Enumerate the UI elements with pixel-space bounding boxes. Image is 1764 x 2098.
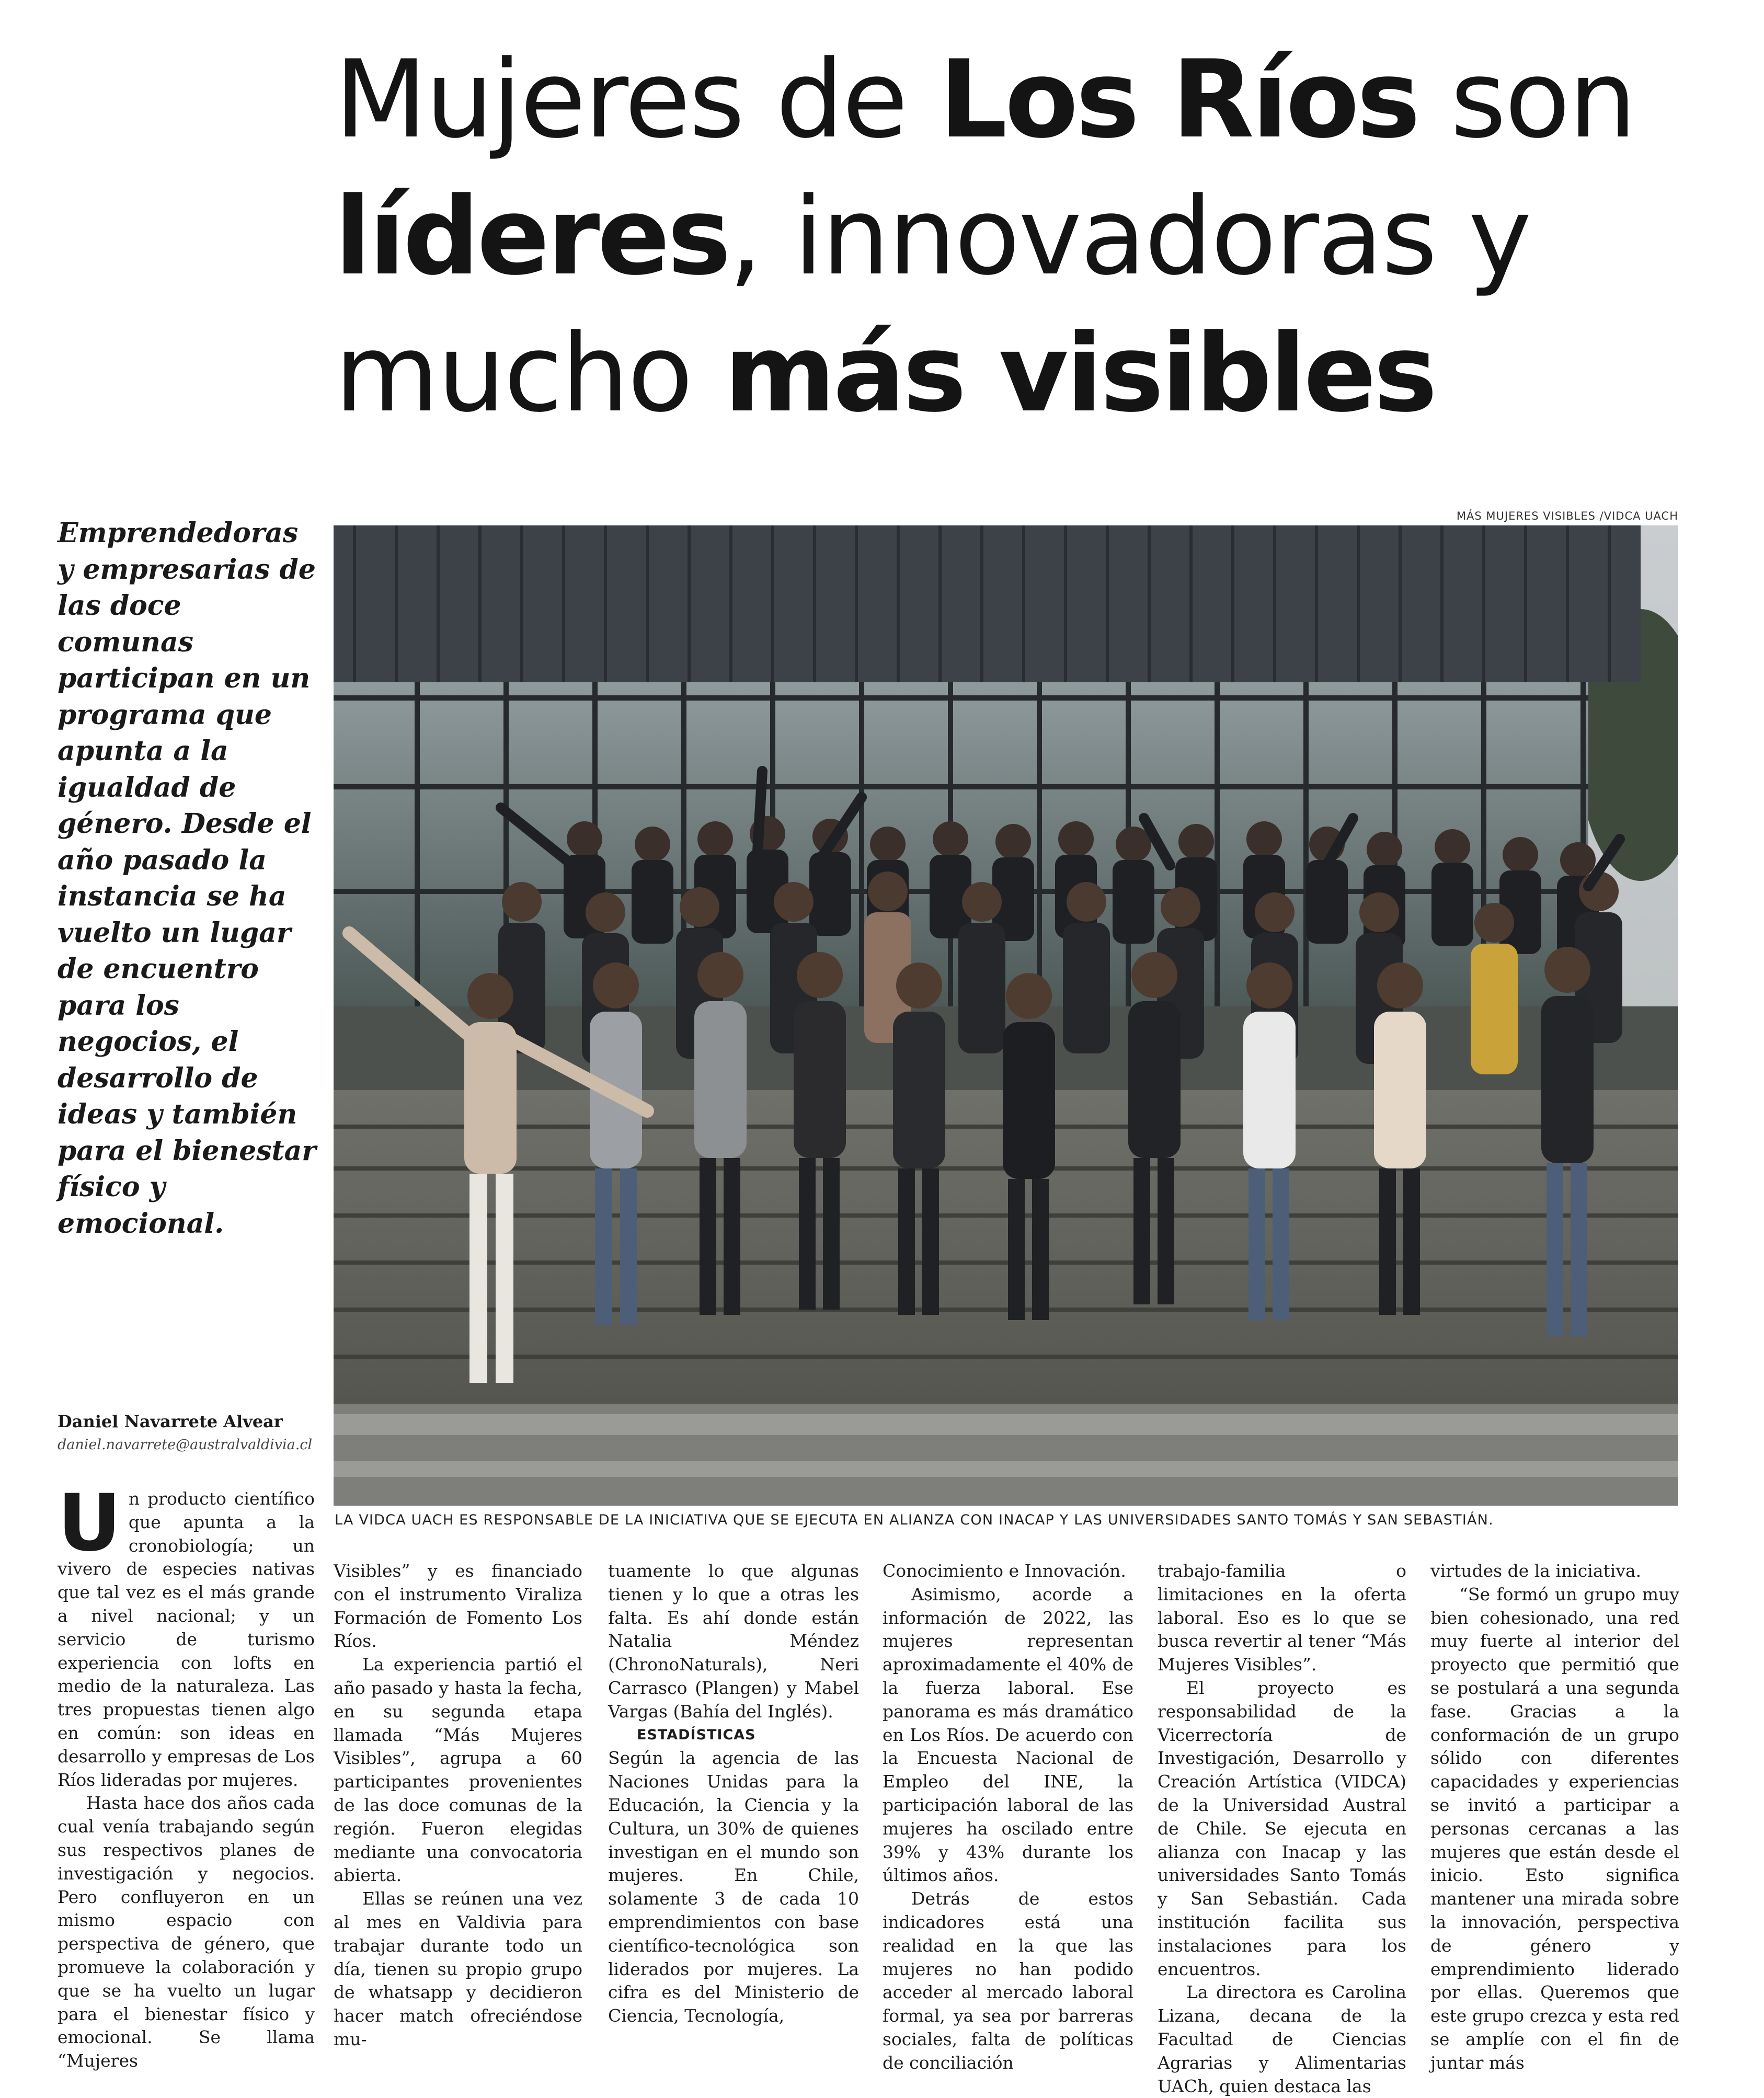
article-body	[58, 1478, 1681, 2096]
article-column-5	[1158, 1560, 1406, 2098]
article-paragraph: Un producto científico que apunta a la cronobiología; un vivero de especies nativas que tal vez es el más grande a nivel nacional; y un servicio de turismo experiencia con lofts en medio de la naturaleza. Las tres propuestas tienen algo en común: son ideas en desarrollo y empresas de Los Ríos lideradas por mujeres.	[58, 1478, 315, 1790]
photo-caption: LA VIDCA UACH ES RESPONSABLE DE LA INICIATIVA QUE SE EJECUTA EN ALIANZA CON INACAP Y LAS UNIVERSIDADES SANTO TOMÁS Y SAN SEBASTIÁN.	[335, 1512, 1494, 1528]
article-paragraph: La experiencia partió el año pasado y hasta la fecha, en su segunda etapa llamada “Más Mujeres Visibles”, agrupa a 60 participantes provenientes de las doce comunas de la región. Fueron elegidas mediante una convocatoria abierta.	[334, 1654, 582, 1886]
headline	[335, 31, 1746, 442]
headline-line-3: mucho más visibles	[335, 312, 1435, 436]
article-paragraph: Conocimiento e Innovación.	[883, 1561, 1126, 1581]
article-paragraph: “Se formó un grupo muy bien cohesionado, una red muy fuerte al interior del proyecto que permitió que se postulará a una segunda fase. Gracias a la conformación de un grupo sólido con diferentes capacidades y experiencias se invitó a participar a personas cercanas a las mujeres que están desde el inicio. Esto significa mantener una mirada sobre la innovación, perspectiva de género y emprendimiento liderado por ellas. Queremos que este grupo crezca y esta red se amplíe con el fin de juntar más	[1430, 1584, 1679, 2073]
article-column-4	[883, 1560, 1133, 2075]
author-name: Daniel Navarrete Alvear	[58, 1412, 283, 1431]
article-paragraph: Visibles” y es financiado con el instrumento Viraliza Formación de Fomento Los Ríos.	[334, 1561, 582, 1652]
article-paragraph: Hasta hace dos años cada cual venía trabajando según sus respectivos planes de investigación y negocios. Pero confluyeron en un mismo espacio con perspectiva de género, que promueve la colaboración y que se ha vuelto un lugar para el bienestar físico y emocional. Se llama “Mujeres	[58, 1793, 315, 2071]
article-column-6	[1430, 1560, 1679, 2075]
headline-line-1: Mujeres de Los Ríos son	[335, 38, 1635, 162]
article-paragraph: Asimismo, acorde a información de 2022, las mujeres representan aproximadamente el 40% de la fuerza laboral. Ese panorama es más dramático en Los Ríos. De acuerdo con la Encuesta Nacional de Empleo del INE, la participación laboral de las mujeres ha oscilado entre 39% y 43% durante los últimos años.	[883, 1584, 1133, 1886]
lede-summary: Emprendedoras y empresarias de las doce comunas participan en un programa que apunta a la igualdad de género. Desde el año pasado la instancia se ha vuelto un lugar de encuentro para los negocios, el desarrollo de ideas y también para el bienestar físico y emocional.	[58, 517, 316, 1240]
article-paragraph: Según la agencia de las Naciones Unidas para la Educación, la Ciencia y la Cultura, un 30% de quienes investigan en el mundo son mujeres. En Chile, solamente 3 de cada 10 emprendimientos con base científico-tecnológica son liderados por mujeres. La cifra es del Ministerio de Ciencia, Tecnología,	[608, 1748, 859, 2026]
article-column-2	[334, 1560, 582, 2051]
byline	[58, 1412, 329, 1453]
article-paragraph: Detrás de estos indicadores está una realidad en la que las mujeres no han podido acceder al mercado laboral formal, ya sea por barreras sociales, falta de políticas de conciliación	[883, 1888, 1133, 2073]
drop-cap: U	[58, 1478, 121, 1569]
group-photo	[334, 525, 1678, 1506]
article-column-3	[608, 1560, 859, 2028]
section-subhead: ESTADÍSTICAS	[637, 1726, 756, 1743]
article-paragraph: virtudes de la iniciativa.	[1430, 1561, 1642, 1581]
article-paragraph: Ellas se reúnen una vez al mes en Valdivia para trabajar durante todo un día, tienen su propio grupo de whatsapp y decidieron hacer match ofreciéndose mu-	[334, 1888, 582, 2049]
author-email: daniel.navarrete@australvaldivia.cl	[58, 1437, 313, 1453]
article-column-1	[58, 1478, 315, 2073]
photo-credit: MÁS MUJERES VISIBLES /VIDCA UACH	[1456, 510, 1678, 522]
article-paragraph: La directora es Carolina Lizana, decana de la Facultad de Ciencias Agrarias y Alimentarias UACh, quien destaca las	[1158, 1982, 1406, 2096]
headline-line-2: líderes, innovadoras y	[335, 175, 1530, 299]
article-paragraph: El proyecto es responsabilidad de la Vicerrectoría de Investigación, Desarrollo y Creación Artística (VIDCA) de la Universidad Austral de Chile. Se ejecuta en alianza con Inacap y las universidades Santo Tomás y San Sebastián. Cada institución facilita sus instalaciones para los encuentros.	[1158, 1677, 1406, 1979]
article-paragraph: trabajo-familia o limitaciones en la oferta laboral. Eso es lo que se busca revertir al tener “Más Mujeres Visibles”.	[1158, 1561, 1406, 1675]
article-paragraph: tuamente lo que algunas tienen y lo que a otras les falta. Es ahí donde están Natalia Méndez (ChronoNaturals), Neri Carrasco (Plangen) y Mabel Vargas (Bahía del Inglés).	[608, 1561, 859, 1722]
